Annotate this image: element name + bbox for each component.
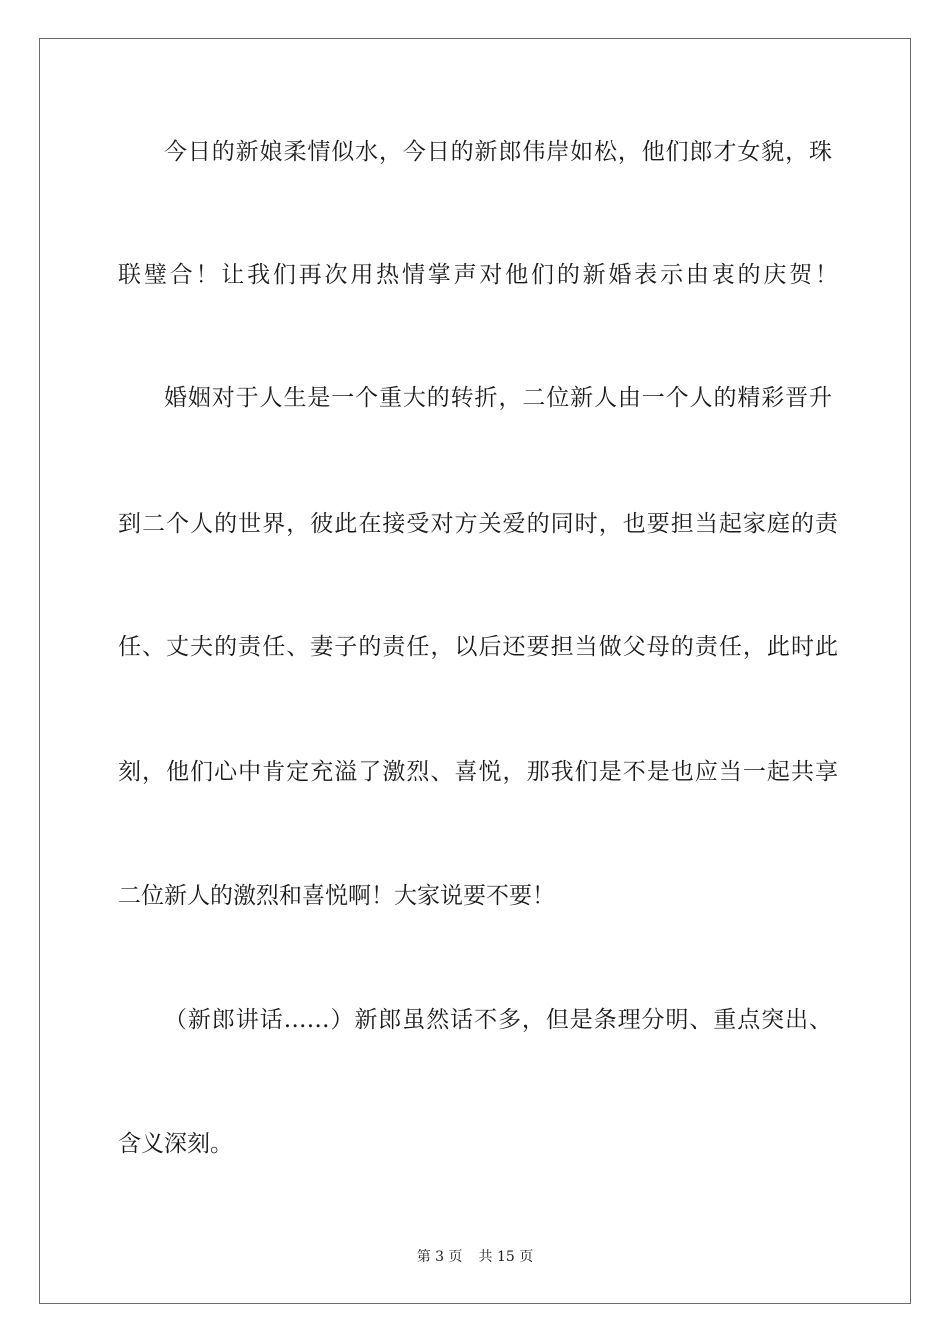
paragraph-2-line-3: 任、丈夫的责任、妻子的责任，以后还要担当做父母的责任，此时此 [118,634,838,660]
paragraph-2-line-4: 刻，他们心中肯定充溢了激烈、喜悦，那我们是不是也应当一起共享 [118,759,838,785]
page-number: 第 3 页 [416,1249,463,1265]
page-border [39,38,911,1304]
paragraph-2-line-5: 二位新人的激烈和喜悦啊！大家说要不要！ [118,883,555,909]
paragraph-3-line-1: （新郎讲话……）新郎虽然话不多，但是条理分明、重点突出、 [164,1007,832,1033]
paragraph-2-line-1: 婚姻对于人生是一个重大的转折，二位新人由一个人的精彩晋升 [164,385,832,411]
paragraph-3-line-2: 含义深刻。 [118,1131,233,1157]
paragraph-2-line-2: 到二个人的世界，彼此在接受对方关爱的同时，也要担当起家庭的责 [118,511,838,537]
page-total: 共 15 页 [478,1249,534,1265]
paragraph-1-line-1: 今日的新娘柔情似水，今日的新郎伟岸如松，他们郎才女貌，珠 [164,139,832,165]
paragraph-1-line-2: 联璧合！让我们再次用热情掌声对他们的新婚表示由衷的庆贺！ [118,262,838,288]
page-footer [0,1247,950,1267]
